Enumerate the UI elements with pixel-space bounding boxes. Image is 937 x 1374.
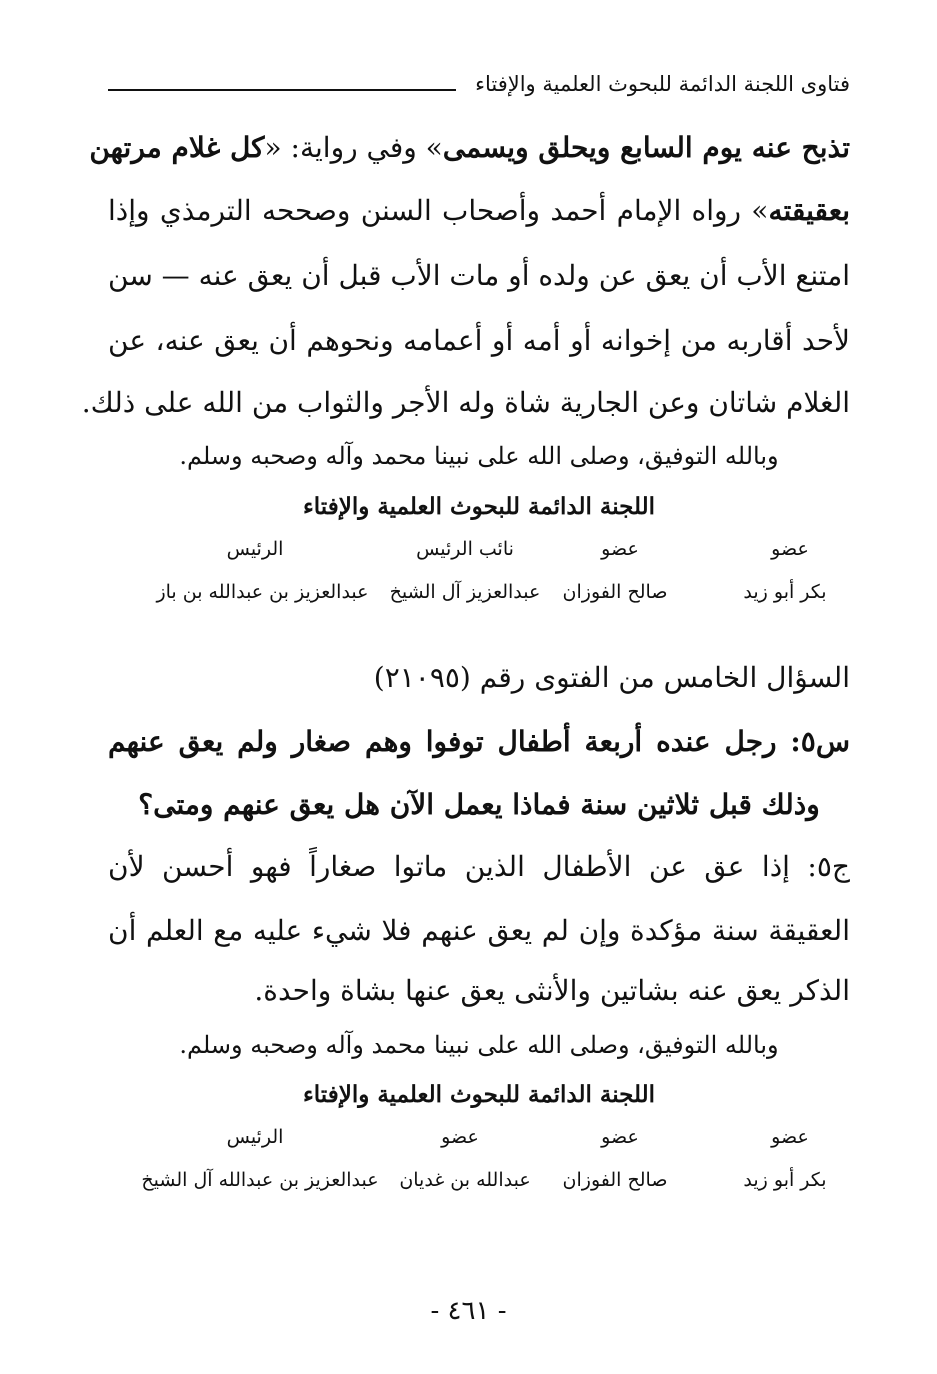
signatory-name: صالح الفوزان — [562, 581, 668, 603]
hadith-quote-end: بعقيقته — [768, 194, 850, 227]
body-line-3: امتنع الأب أن يعق عن ولده أو مات الأب قبل أن يعق عنه — سن — [108, 259, 850, 292]
signatory-role: عضو — [771, 538, 809, 560]
committee-name: اللجنة الدائمة للبحوث العلمية والإفتاء — [302, 493, 656, 520]
signatory-role: الرئيس — [226, 538, 284, 560]
hadith-quote-text-2: كل غلام مرتهن — [89, 131, 265, 164]
body-line-5: الغلام شاتان وعن الجارية شاة وله الأجر والثواب من الله على ذلك. — [81, 386, 850, 419]
narration-connector: » وفي رواية: « — [264, 131, 443, 164]
signatory-name: بكر أبو زيد — [743, 1169, 827, 1191]
question-line-1: س٥: رجل عنده أربعة أطفال توفوا وهم صغار ولم يعق عنهم — [108, 725, 850, 758]
running-header-title: فتاوى اللجنة الدائمة للبحوث العلمية والإفتاء — [475, 72, 850, 96]
body-line-4: لأحد أقاربه من إخوانه أو أمه أو أعمامه ونحوهم أن يعق عنه، عن — [108, 324, 850, 357]
signatory-role: عضو — [771, 1126, 809, 1148]
question-line-2: وذلك قبل ثلاثين سنة فماذا يعمل الآن هل يعق عنهم ومتى؟ — [138, 788, 820, 821]
signatory-names — [0, 581, 937, 611]
signatory-role: الرئيس — [226, 1126, 284, 1148]
committee-name: اللجنة الدائمة للبحوث العلمية والإفتاء — [302, 1081, 656, 1108]
signatory-role: نائب الرئيس — [416, 538, 514, 560]
signatory-role: عضو — [441, 1126, 479, 1148]
closing-prayer: وبالله التوفيق، وصلى الله على نبينا محمد وآله وصحبه وسلم. — [179, 1031, 779, 1059]
body-line-2 — [108, 194, 850, 228]
body-line-2-text: » رواه الإمام أحمد وأصحاب السنن وصححه الترمذي وإذا — [108, 194, 769, 227]
signatory-name: عبدالعزيز بن عبدالله بن باز — [156, 581, 369, 603]
signatory-name: صالح الفوزان — [562, 1169, 668, 1191]
header-rule — [108, 89, 456, 91]
signatory-names — [0, 1169, 937, 1199]
signatory-name: عبدالله بن غديان — [399, 1169, 531, 1191]
hadith-quote-text: تذبح عنه يوم السابع ويحلق ويسمى — [442, 131, 850, 164]
signatory-name: عبدالعزيز آل الشيخ — [389, 581, 541, 603]
signatory-role: عضو — [601, 538, 639, 560]
question-heading: السؤال الخامس من الفتوى رقم (٢١٠٩٥) — [373, 661, 850, 694]
signatory-roles — [0, 538, 937, 568]
answer-line-2: العقيقة سنة مؤكدة وإن لم يعق عنهم فلا شيء عليه مع العلم أن — [108, 914, 850, 947]
answer-line-1: ج٥: إذا عق عن الأطفال الذين ماتوا صغاراً فهو أحسن لأن — [108, 850, 850, 883]
signatory-roles — [0, 1126, 937, 1156]
running-header — [108, 66, 850, 106]
signatory-name: عبدالعزيز بن عبدالله آل الشيخ — [141, 1169, 379, 1191]
page-number: - ٤٦١ - — [430, 1296, 507, 1326]
signatory-name: بكر أبو زيد — [743, 581, 827, 603]
body-line-1 — [89, 131, 850, 165]
closing-prayer: وبالله التوفيق، وصلى الله على نبينا محمد وآله وصحبه وسلم. — [179, 442, 779, 470]
answer-line-3: الذكر يعق عنه بشاتين والأنثى يعق عنها بشاة واحدة. — [254, 974, 850, 1007]
signatory-role: عضو — [601, 1126, 639, 1148]
